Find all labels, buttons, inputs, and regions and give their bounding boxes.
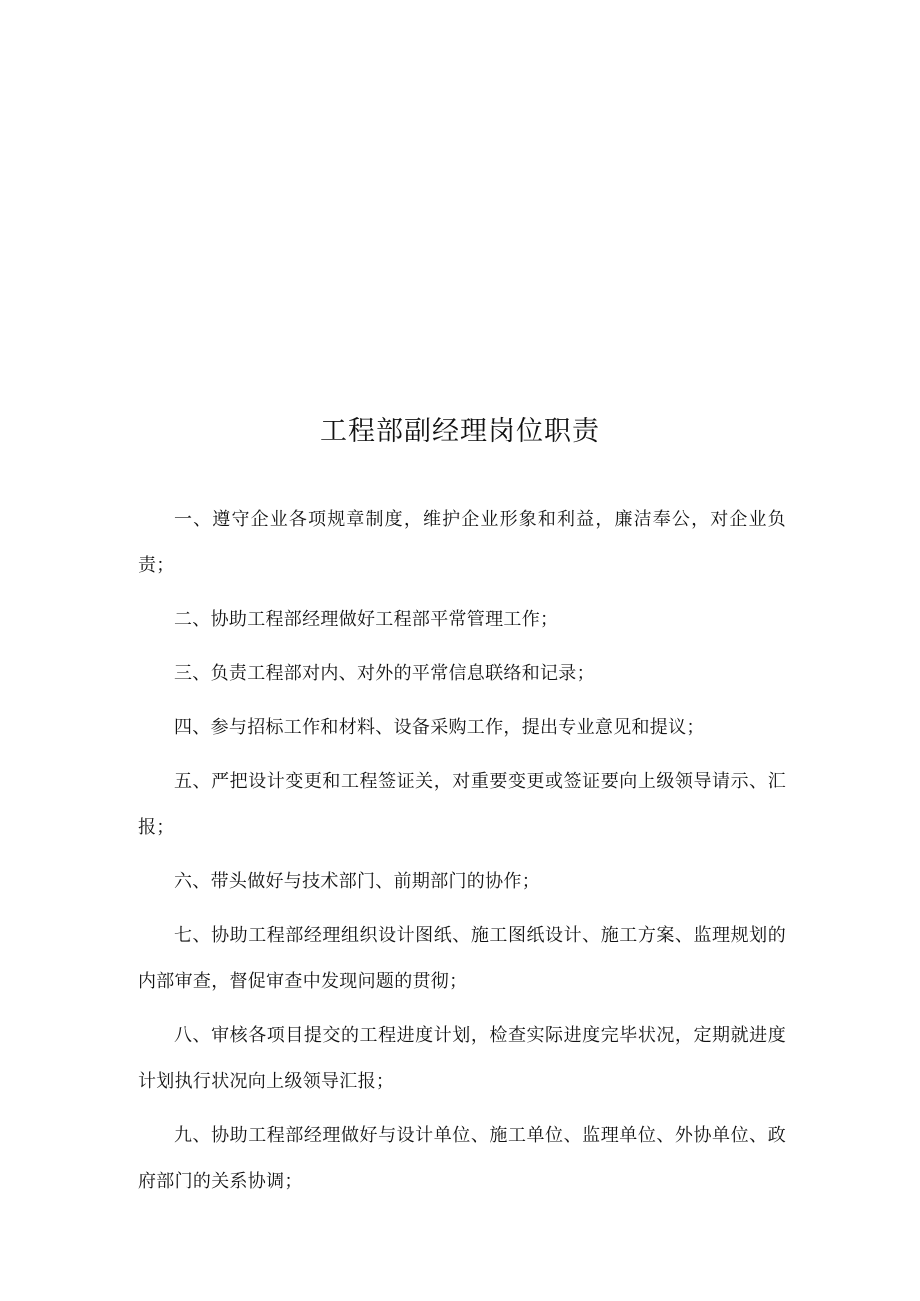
duty-list <box>138 497 786 1213</box>
document-title: 工程部副经理岗位职责 <box>320 416 600 447</box>
duty-item-7: 七、协助工程部经理组织设计图纸、施工图纸设计、施工方案、监理规划的内部审查，督促审查中发现问题的贯彻； <box>138 925 786 992</box>
duty-item-1: 一、遵守企业各项规章制度，维护企业形象和利益，廉洁奉公，对企业负责； <box>138 509 786 576</box>
duty-item-5: 五、严把设计变更和工程签证关，对重要变更或签证要向上级领导请示、汇报； <box>138 771 786 838</box>
duty-item-4: 四、参与招标工作和材料、设备采购工作，提出专业意见和提议； <box>174 717 705 738</box>
duty-item-6: 六、带头做好与技术部门、前期部门的协作； <box>174 871 540 892</box>
duty-item-2: 二、协助工程部经理做好工程部平常管理工作； <box>174 609 559 630</box>
duty-item-9: 九、协助工程部经理做好与设计单位、施工单位、监理单位、外协单位、政府部门的关系协调； <box>138 1125 786 1192</box>
duty-item-3: 三、负责工程部对内、对外的平常信息联络和记录； <box>174 663 595 684</box>
duty-item-8: 八、审核各项目提交的工程进度计划，检查实际进度完毕状况，定期就进度计划执行状况向上级领导汇报； <box>138 1025 786 1092</box>
